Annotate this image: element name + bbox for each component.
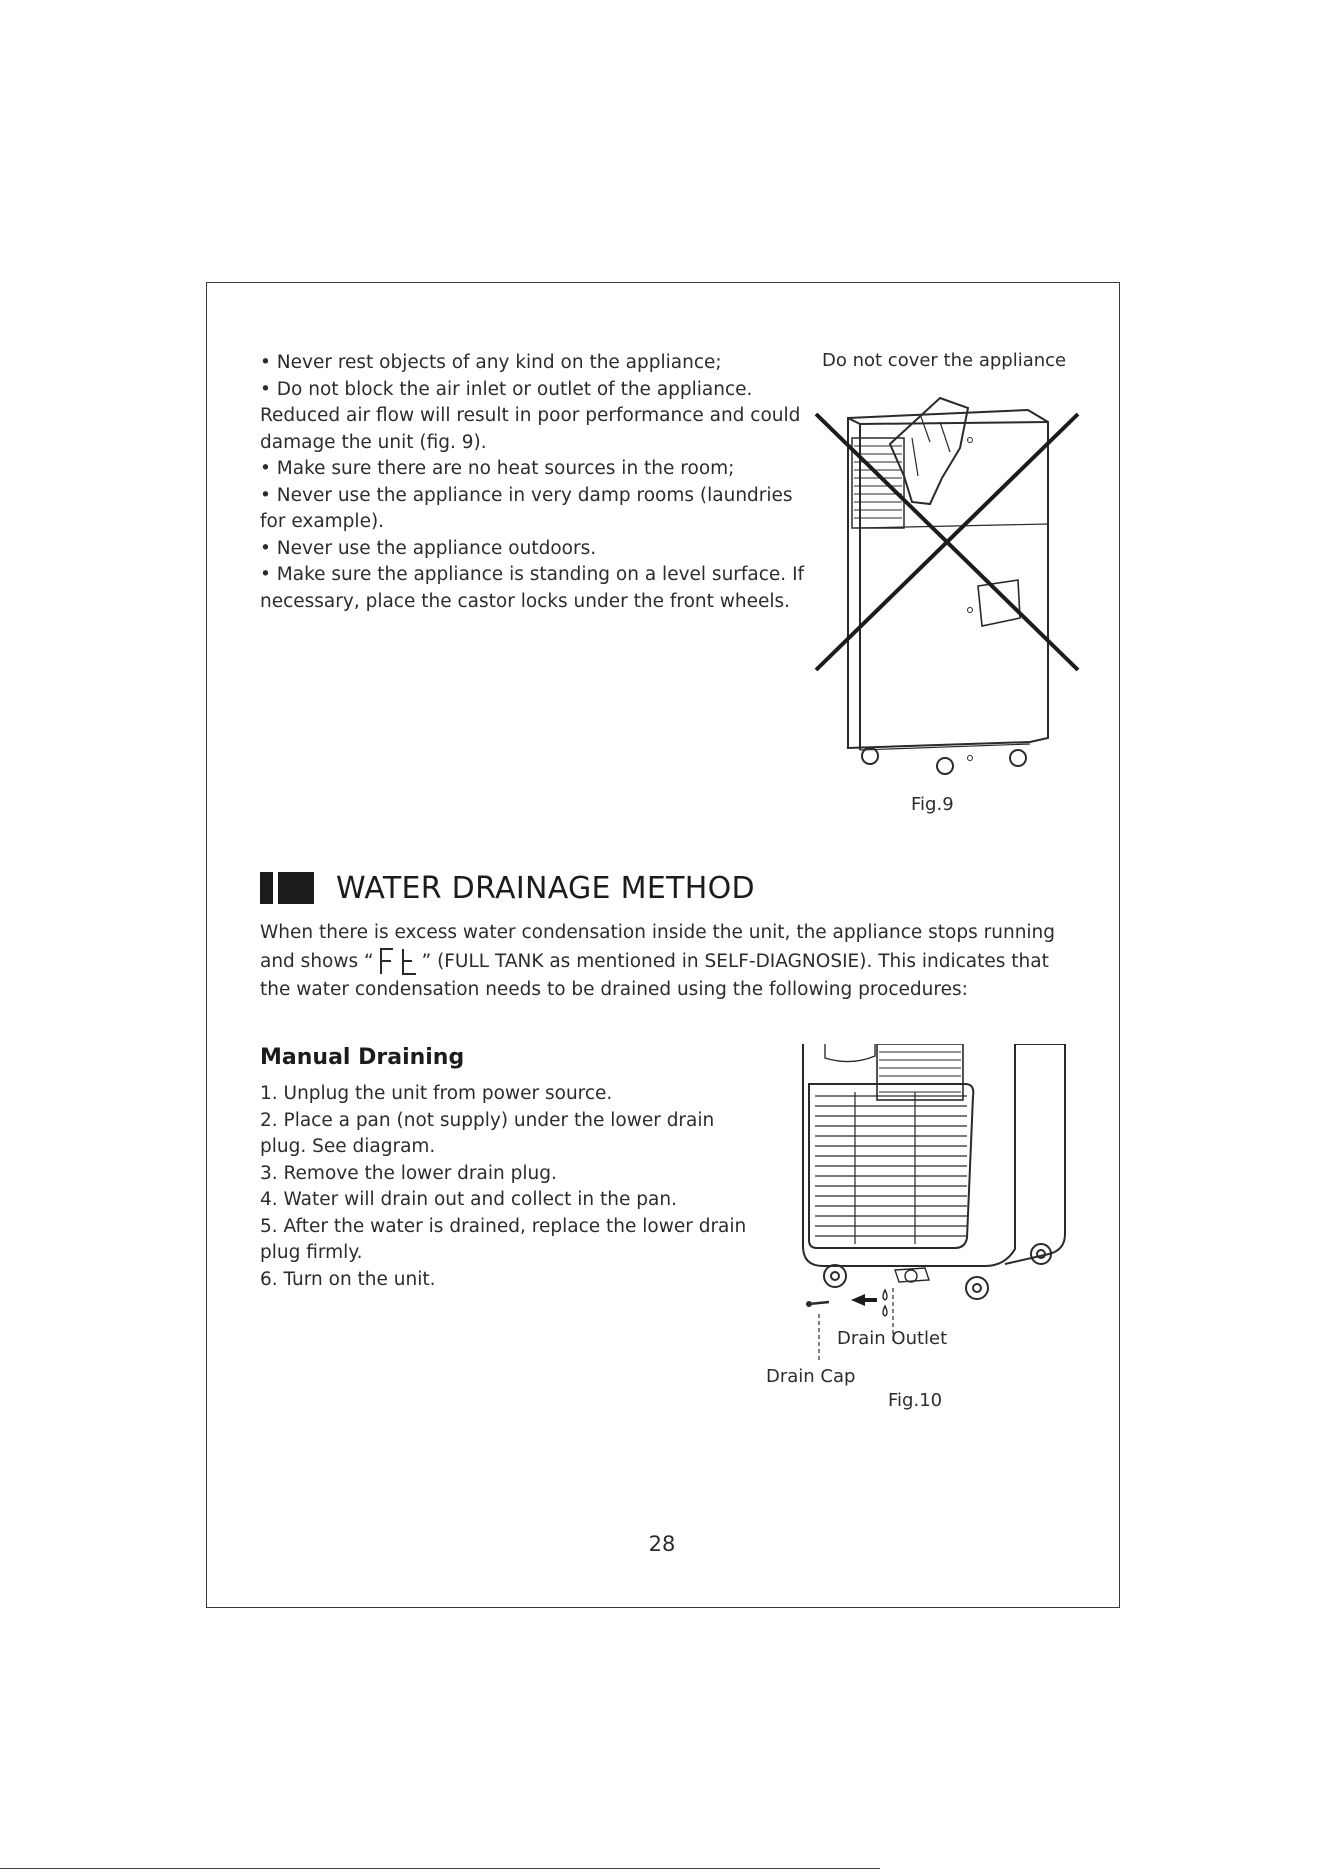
step-item: 6. Turn on the unit. — [260, 1268, 436, 1290]
drain-outlet-label: Drain Outlet — [837, 1328, 948, 1349]
draining-steps — [260, 1081, 750, 1293]
step-item: 5. After the water is drained, replace the lower drain plug firmly. — [260, 1215, 747, 1263]
subsection-title: Manual Draining — [260, 1045, 465, 1070]
full-tank-display-code — [378, 947, 418, 977]
figure9-label: Fig.9 — [911, 794, 954, 815]
drain-cap-label: Drain Cap — [766, 1366, 856, 1387]
step-item: 2. Place a pan (not supply) under the lower drain plug. See diagram. — [260, 1109, 715, 1157]
drainage-intro — [260, 920, 1080, 1003]
figure9-caption: Do not cover the appliance — [822, 350, 1067, 371]
step-item: 4. Water will drain out and collect in the pan. — [260, 1189, 677, 1210]
intro-text-after-code: ” (FULL TANK as mentioned in SELF-DIAGNOSIE). This indicates that the water condensation needs to be drained using the following procedures: — [260, 950, 1049, 1000]
figure10-drain-illustration — [795, 1044, 1075, 1364]
intro-text-before-code: When there is excess water condensation inside the unit, the appliance stops running and shows “ — [260, 922, 1056, 972]
safety-item: • Make sure there are no heat sources in the room; — [260, 458, 735, 479]
step-item: 1. Unplug the unit from power source. — [260, 1083, 613, 1104]
step-item: 3. Remove the lower drain plug. — [260, 1162, 557, 1184]
safety-item: • Do not block the air inlet or outlet of the appliance. Reduced air flow will result in poor performance and could damage the unit (fig. 9). — [260, 378, 801, 453]
safety-item: • Make sure the appliance is standing on a level surface. If necessary, place the castor locks under the front wheels. — [260, 564, 805, 612]
safety-instructions — [260, 350, 805, 615]
safety-item: • Never use the appliance outdoors. — [260, 537, 597, 559]
figure10-label: Fig.10 — [888, 1390, 943, 1411]
safety-item: • Never use the appliance in very damp rooms (laundries for example). — [260, 484, 793, 532]
bottom-rule — [0, 1868, 880, 1869]
figure9-covered-appliance-illustration — [800, 378, 1090, 788]
heading-marker — [260, 872, 273, 904]
safety-item: • Never rest objects of any kind on the appliance; — [260, 352, 722, 373]
heading-marker — [278, 872, 314, 904]
page-number: 28 — [648, 1532, 676, 1556]
section-title: WATER DRAINAGE METHOD — [336, 870, 755, 906]
section-heading — [260, 868, 755, 908]
